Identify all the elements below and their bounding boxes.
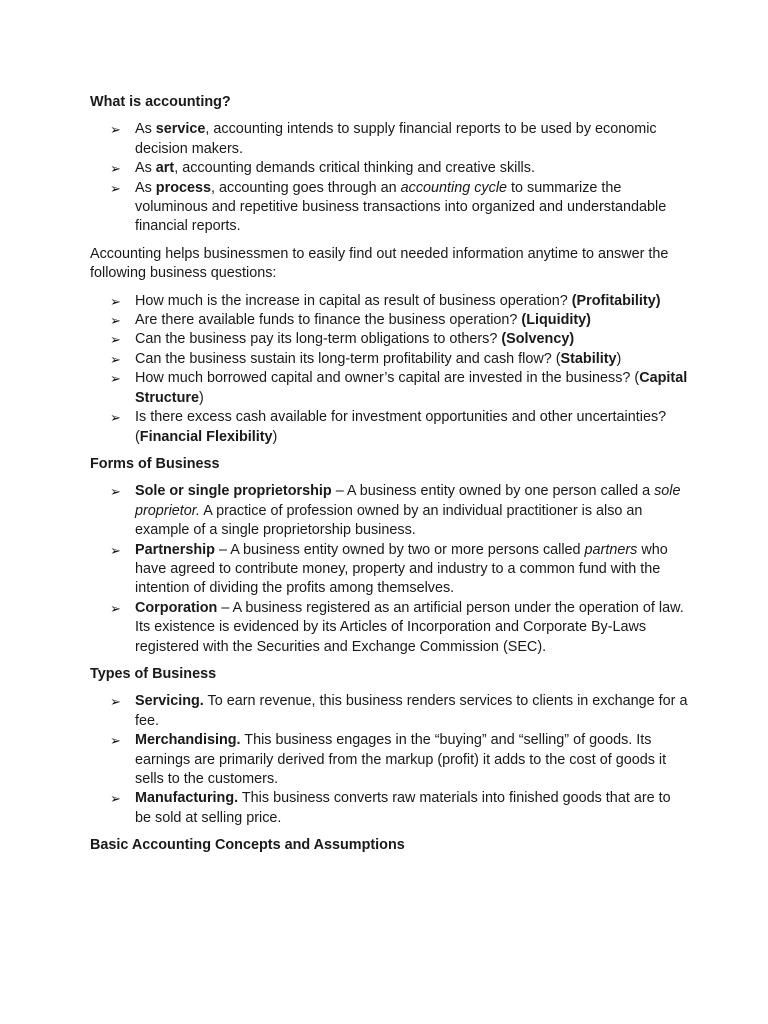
arrow-bullet-icon: ➢ [110, 694, 121, 710]
arrow-bullet-icon: ➢ [110, 791, 121, 807]
heading-what-is-accounting: What is accounting? [90, 94, 231, 110]
business-questions-list [90, 292, 688, 447]
arrow-bullet-icon: ➢ [110, 733, 121, 749]
list-item: ➢ How much borrowed capital and owner’s capital are invested in the business? (Capital Structure) [110, 370, 688, 406]
arrow-bullet-icon: ➢ [110, 600, 121, 616]
arrow-bullet-icon: ➢ [110, 484, 121, 500]
heading-types-of-business: Types of Business [90, 665, 217, 682]
list-item: ➢ Corporation – A business registered as an artificial person under the operation of law. Its existence is evidenced by its Articles of Incorporation and Corporate By-Laws registered with the Securities and Exchange Commission (SEC). [110, 599, 684, 655]
list-item: ➢ How much is the increase in capital as result of business operation? (Profitability) [135, 292, 688, 311]
list-item: ➢ Can the business sustain its long-term profitability and cash flow? (Stability) [135, 350, 688, 369]
arrow-bullet-icon: ➢ [110, 410, 121, 426]
arrow-bullet-icon: ➢ [110, 161, 121, 177]
list-item: ➢ Can the business pay its long-term obligations to others? (Solvency) [135, 330, 688, 349]
heading-forms-of-business: Forms of Business [90, 455, 220, 472]
list-item: ➢ Sole or single proprietorship – A business entity owned by one person called a sole proprietor. A practice of profession owned by an individual practitioner is also an example of a single proprietorship business. [110, 483, 681, 539]
list-item: ➢ As service, accounting intends to supply financial reports to be used by economic decision makers. [110, 121, 657, 157]
arrow-bullet-icon: ➢ [110, 332, 121, 348]
forms-of-business-list [90, 482, 688, 657]
intro-paragraph: Accounting helps businessmen to easily find out needed information anytime to answer the following business questions: [90, 245, 669, 282]
types-of-business-list [90, 692, 688, 828]
list-item: ➢ Partnership – A business entity owned by two or more persons called partners who have agreed to contribute money, property and industry to a common fund with the intention of dividing the profits among themselves. [110, 541, 668, 597]
list-item: ➢ Servicing. To earn revenue, this business renders services to clients in exchange for a fee. [110, 693, 688, 729]
accounting-definition-list [90, 120, 688, 236]
list-item: ➢ Is there excess cash available for investment opportunities and other uncertainties? (Financial Flexibility) [110, 409, 667, 445]
arrow-bullet-icon: ➢ [110, 542, 121, 558]
list-item: ➢ As process, accounting goes through an accounting cycle to summarize the voluminous and repetitive business transactions into organized and understandable financial reports. [110, 179, 667, 235]
arrow-bullet-icon: ➢ [110, 180, 121, 196]
list-item: ➢ Are there available funds to finance the business operation? (Liquidity) [135, 311, 688, 330]
arrow-bullet-icon: ➢ [110, 371, 121, 387]
heading-basic-accounting-concepts: Basic Accounting Concepts and Assumptions [90, 837, 405, 854]
list-item: ➢ Merchandising. This business engages in the “buying” and “selling” of goods. Its earnings are primarily derived from the markup (profit) it adds to the cost of goods it sells to the customers. [110, 732, 667, 787]
arrow-bullet-icon: ➢ [110, 313, 121, 329]
arrow-bullet-icon: ➢ [110, 351, 121, 367]
list-item: ➢ Manufacturing. This business converts raw materials into finished goods that are to be sold at selling price. [110, 790, 671, 826]
arrow-bullet-icon: ➢ [110, 293, 121, 309]
list-item: ➢ As art, accounting demands critical thinking and creative skills. [135, 159, 688, 178]
arrow-bullet-icon: ➢ [110, 122, 121, 138]
